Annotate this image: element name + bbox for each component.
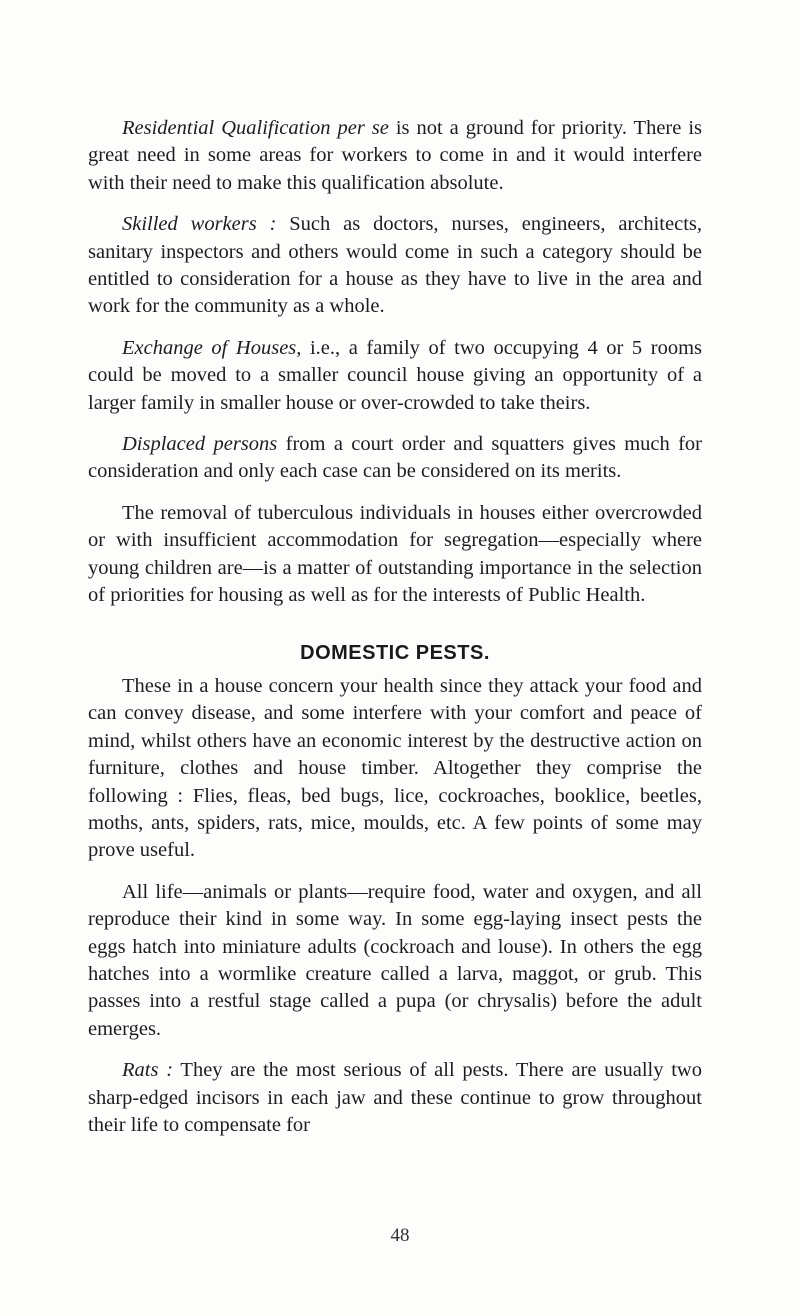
- paragraph-pests-intro: [88, 673, 702, 865]
- paragraph-rats: [88, 1057, 702, 1139]
- skilled-workers-text: Such as doctors, nurses, engineers, architects, sanitary inspectors and others would come in such a category should be entitled to consideration for a house as they have to live in the area and work for the community as a whole.: [88, 213, 702, 318]
- exchange-of-houses-text: i.e., a family of two occupying 4 or 5 rooms could be moved to a smaller council house giving an opportunity of a larger family in smaller house or over-crowded to take theirs.: [88, 336, 703, 414]
- paragraph-exchange-of-houses: [88, 335, 702, 417]
- paragraph-displaced-persons: [88, 431, 702, 486]
- paragraph-tuberculous: [88, 500, 702, 610]
- residential-qualification-lead: Residential Qualification: [122, 117, 331, 139]
- per-se-italic: per se: [330, 117, 389, 139]
- paragraph-life-cycle: [88, 879, 702, 1043]
- exchange-of-houses-lead: Exchange of Houses,: [122, 336, 302, 359]
- body-text: [88, 115, 702, 1153]
- displaced-persons-lead: Displaced persons: [122, 433, 278, 456]
- pests-intro-text: These in a house concern your health since they attack your food and can convey disease, and some interfere with your comfort and peace of mind, whilst others have an economic interest by the destructive action on furniture, clothes and house timber. Altogether they comprise the following : Flies, fleas, bed bugs, lice, cockroaches, booklice, beetles, moths, ants, spiders, rats, mice, moulds, etc. A few points of some may prove useful.: [88, 674, 702, 862]
- rats-text: They are the most serious of all pests. There are usually two sharp-edged incisors in each jaw and these continue to grow throughout their life to compensate for: [88, 1059, 702, 1136]
- residential-qualification-text: is not a ground for priority. There is great need in some areas for workers to come in and it would interfere with their need to make this qualification absolute.: [88, 117, 702, 194]
- tuberculous-text: The removal of tuberculous individuals in houses either overcrowded or with insufficient accommodation for segregation—especially where young children are—is a matter of outstanding importance in the selection of priorities for housing as well as for the interests of Public Health.: [88, 501, 702, 607]
- displaced-persons-text: from a court order and squatters gives much for consideration and only each case can be considered on its merits.: [88, 433, 702, 483]
- paragraph-residential-qualification: [88, 115, 702, 197]
- skilled-workers-lead: Skilled workers :: [122, 213, 277, 236]
- paragraph-skilled-workers: [88, 211, 702, 321]
- section-heading-domestic-pests: DOMESTIC PESTS.: [300, 641, 490, 664]
- page-number: 48: [390, 1225, 410, 1246]
- rats-lead: Rats :: [122, 1059, 174, 1082]
- life-cycle-text: All life—animals or plants—require food, water and oxygen, and all reproduce their kind in some way. In some egg-laying insect pests the eggs hatch into miniature adults (cockroach and louse). In others the egg hatches into a wormlike creature called a larva, maggot, or grub. This passes into a restful stage called a pupa (or chrysalis) before the adult emerges.: [88, 880, 702, 1040]
